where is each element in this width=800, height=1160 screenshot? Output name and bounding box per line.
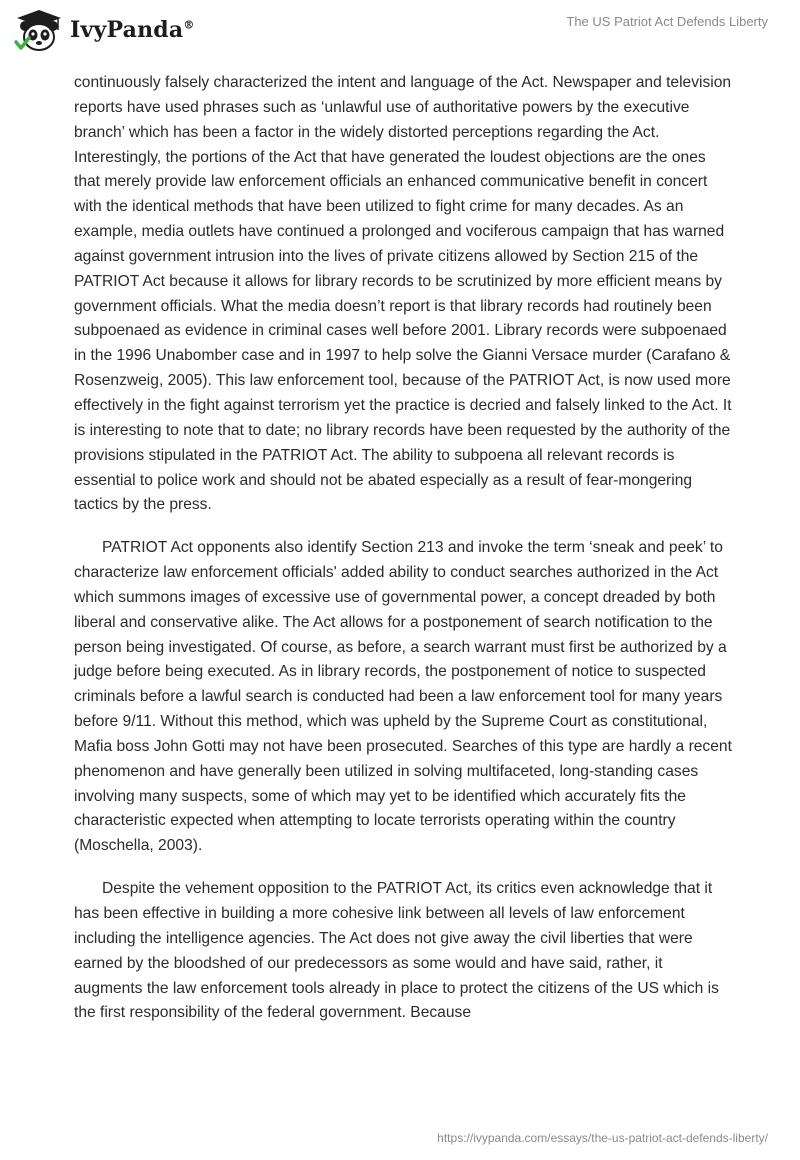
paragraph: continuously falsely characterized the intent and language of the Act. Newspaper and television reports have used phrases such as ‘unlawful use of authoritative powers by the executive branch’ which has been a factor in the widely distorted perceptions regarding the Act. Interestingly, the portions of the Act that have generated the loudest objections are the ones that merely provide law enforcement officials an enhanced communicative benefit in concert with the identical methods that have been utilized to fight crime for many decades. As an example, media outlets have continued a prolonged and vociferous campaign that has warned against government intrusion into the lives of private citizens allowed by Section 215 of the PATRIOT Act because it allows for library records to be scrutinized by more efficient means by government officials. What the media doesn’t report is that library records had routinely been subpoenaed as evidence in criminal cases well before 2001. Library records were subpoenaed in the 1996 Unabomber case and in 1997 to help solve the Gianni Versace murder (Carafano & Rosenzweig, 2005). This law enforcement tool, because of the PATRIOT Act, is now used more effectively in the fight against terrorism yet the practice is decried and falsely linked to the Act. It is interesting to note that to date; no library records have been requested by the authority of the provisions stipulated in the PATRIOT Act. The ability to subpoena all relevant records is essential to police work and should not be abated especially as a result of fear-mongering tactics by the press. — [74, 74, 732, 514]
page-header — [0, 0, 800, 70]
paragraph: Despite the vehement opposition to the PATRIOT Act, its critics even acknowledge that it has been effective in building a more cohesive link between all levels of law enforcement including the intelligence agencies. The Act does not give away the civil liberties that were earned by the bloodshed of our predecessors as some would and have said, rather, it augments the law enforcement tools already in place to protect the citizens of the US which is the first responsibility of the federal government. Because — [74, 880, 719, 1022]
panda-graduate-icon — [14, 8, 64, 52]
essay-body — [74, 71, 734, 1044]
paragraph: PATRIOT Act opponents also identify Section 213 and invoke the term ‘sneak and peek’ to characterize law enforcement officials' added ability to conduct searches authorized in the Act which summons images of excessive use of governmental power, a concept dreaded by both liberal and conservative alike. The Act allows for a postponement of search notification to the person being investigated. Of course, as before, a search warrant must first be authorized by a judge before being executed. As in library records, the postponement of notice to suspected criminals before a lawful search is conducted had been a law enforcement tool for many years before 9/11. Without this method, which was upheld by the Supreme Court as constitutional, Mafia boss John Gotti may not have been prosecuted. Searches of this type are hardly a recent phenomenon and have generally been utilized in solving multifaceted, long-standing cases involving many suspects, some of which may yet to be identified which accurately fits the characteristic expected when attempting to locate terrorists operating within the country (Moschella, 2003). — [74, 539, 732, 855]
brand-name: IvyPanda® — [70, 17, 195, 43]
source-url[interactable]: https://ivypanda.com/essays/the-us-patriot-act-defends-liberty/ — [437, 1131, 768, 1145]
ivypanda-logo[interactable] — [14, 8, 195, 52]
document-title: The US Patriot Act Defends Liberty — [566, 14, 768, 29]
